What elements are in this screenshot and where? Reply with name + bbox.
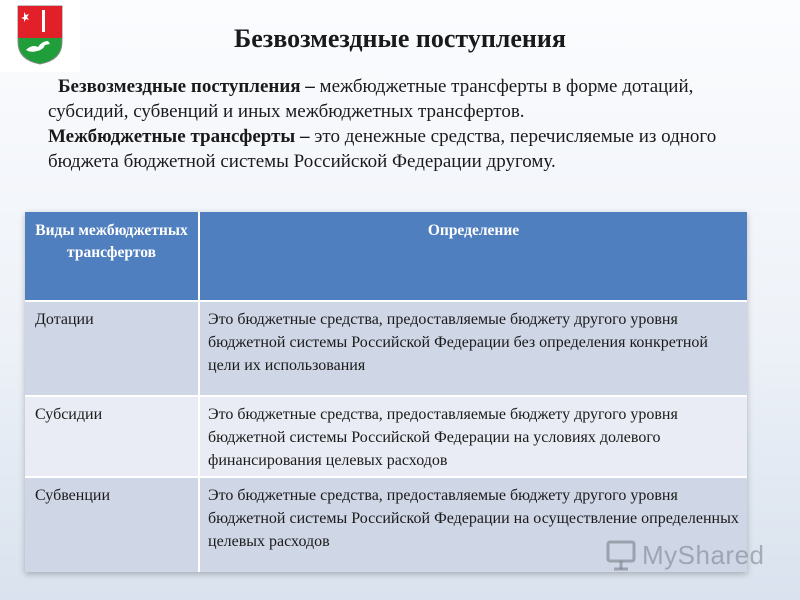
table-row <box>25 301 747 396</box>
intro-definition-2: это денежные средства, перечисляемые из одного бюджета бюджетной системы Российской Федерации другому. <box>48 126 717 172</box>
transfer-kind: Дотации <box>25 301 199 396</box>
intro-paragraph-2 <box>48 124 768 174</box>
intro-definition-1: межбюджетные трансферты в форме дотаций, субсидий, субвенций и иных межбюджетных трансфертов. <box>48 76 694 122</box>
transfer-kind: Субвенции <box>25 477 199 572</box>
presentation-board-icon <box>606 539 636 571</box>
intro-term-2: Межбюджетные трансферты – <box>48 126 310 147</box>
column-header-definition: Определение <box>199 212 747 301</box>
column-header-kind: Виды межбюджетных трансфертов <box>25 212 199 301</box>
intro-paragraph-1 <box>48 74 768 124</box>
transfer-definition: Это бюджетные средства, предоставляемые бюджету другого уровня бюджетной системы Российской Федерации на условиях долевого финансирования целевых расходов <box>199 396 747 477</box>
page-title: Безвозмездные поступления <box>234 24 566 53</box>
transfers-table <box>25 212 747 572</box>
intro-text <box>48 74 768 174</box>
watermark <box>606 537 765 573</box>
intro-term-1: Безвозмездные поступления – <box>58 76 315 97</box>
transfer-definition: Это бюджетные средства, предоставляемые бюджету другого уровня бюджетной системы Российской Федерации без определения конкретной цели их использования <box>199 301 747 396</box>
transfer-definition: Это бюджетные средства, предоставляемые бюджету другого уровня бюджетной системы Российской Федерации на осуществление определенных целевых расходов <box>199 477 747 572</box>
table-header-row <box>25 212 747 301</box>
table-row <box>25 396 747 477</box>
watermark-text: MyShared <box>642 539 765 570</box>
transfer-kind: Субсидии <box>25 396 199 477</box>
